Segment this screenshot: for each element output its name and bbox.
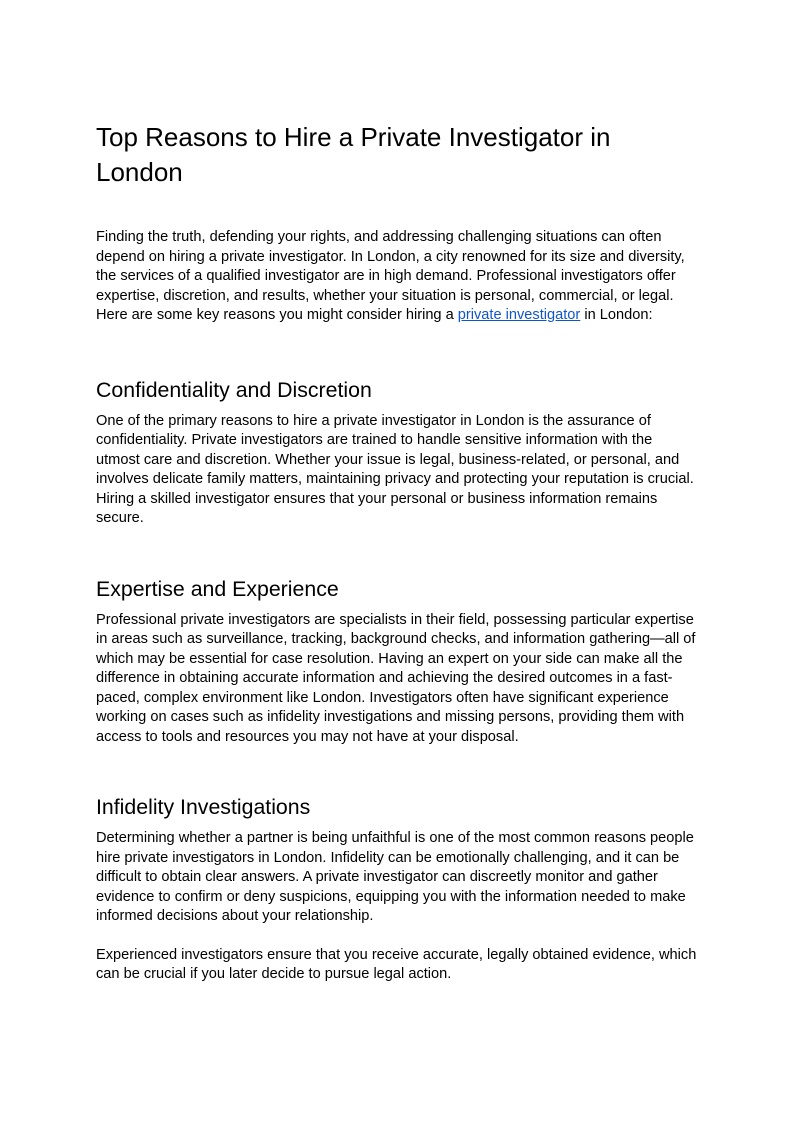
intro-text-after-link: in London: [580,307,653,323]
section-heading: Infidelity Investigations [96,795,311,819]
document-title: Top Reasons to Hire a Private Investigator in London [96,122,611,187]
section-infidelity [96,793,700,985]
section-paragraph: Determining whether a partner is being unfaithful is one of the most common reasons people hire private investigators in London. Infidelity can be emotionally challenging, and it can be difficult to obtain clear answers. A private investigator can discreetly monitor and gather evidence to confirm or deny suspicions, equipping you with the information needed to make informed decisions about your relationship. [96,830,694,924]
paragraph-spacer [96,927,700,946]
document-page [96,120,700,985]
private-investigator-link[interactable]: private investigator [457,307,581,323]
intro-text-before-link: Finding the truth, defending your rights, and addressing challenging situations can often depend on hiring a private investigator. In London, a city renowned for its size and diversity, the services of a qualified investigator are in high demand. Professional investigators offer expertise, discretion, and results, whether your situation is personal, commercial, or legal. Here are some key reasons you might consider hiring a [96,229,685,323]
section-expertise [96,575,700,748]
intro-paragraph [96,228,700,326]
section-paragraph: Experienced investigators ensure that you receive accurate, legally obtained evidence, which can be crucial if you later decide to pursue legal action. [96,946,697,982]
section-heading: Expertise and Experience [96,576,339,601]
section-paragraph: Professional private investigators are specialists in their field, possessing particular expertise in areas such as surveillance, tracking, background checks, and information gathering—all of which may be essential for case resolution. Having an expert on your side can make all the difference in obtaining accurate information and achieving the desired outcomes in a fast-paced, complex environment like London. Investigators often have significant experience working on cases such as infidelity investigations and missing persons, providing them with access to tools and resources you may not have at your disposal. [96,611,696,745]
section-paragraph: One of the primary reasons to hire a private investigator in London is the assurance of confidentiality. Private investigators are trained to handle sensitive information with the utmost care and discretion. Whether your issue is legal, business-related, or personal, and involves delicate family matters, maintaining privacy and protecting your reputation is crucial. Hiring a skilled investigator ensures that your personal or business information remains secure. [96,412,694,526]
section-heading: Confidentiality and Discretion [96,377,372,402]
section-confidentiality [96,376,700,529]
